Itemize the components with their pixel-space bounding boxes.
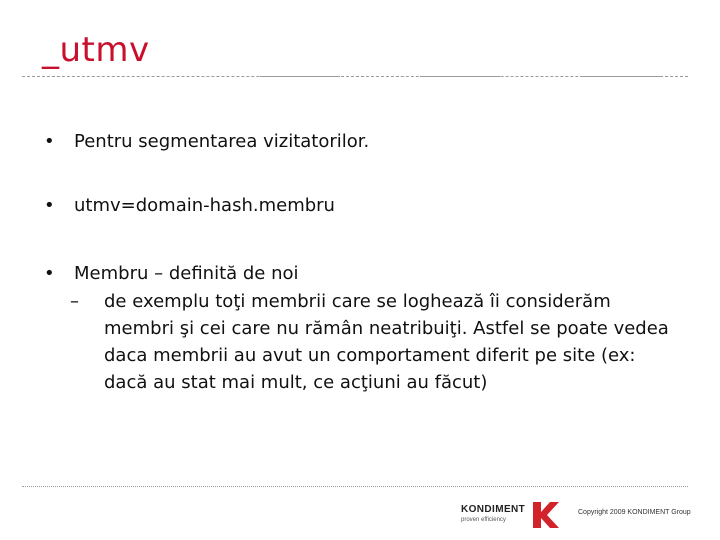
bullet-dot: • <box>44 263 55 284</box>
title-divider-segment <box>580 76 660 77</box>
sub-bullet-dash: – <box>70 291 79 312</box>
copyright-text: Copyright 2009 KONDIMENT Group <box>578 509 691 516</box>
kondiment-logo <box>461 500 561 530</box>
slide-title: _utmv <box>42 30 150 70</box>
title-divider-segment <box>260 76 340 77</box>
bullet-text: Pentru segmentarea vizitatorilor. <box>74 131 370 152</box>
bullet-dot: • <box>44 195 55 216</box>
sub-bullet-text: de exemplu toţi membrii care se loghează îi considerăm membri şi cei care nu rămân neatribuiţi. Astfel se poate vedea daca membrii au avut un comportament diferit pe site (ex: dacă au stat mai mult, ce acţiuni au făcut) <box>104 291 669 393</box>
bullet-dot: • <box>44 131 55 152</box>
logo-tagline: proven efficiency <box>461 517 506 523</box>
footer-divider <box>22 486 688 487</box>
bullet-text: Membru – definită de noi <box>74 263 299 284</box>
logo-name: KONDIMENT <box>461 504 526 515</box>
title-divider-segment <box>420 76 500 77</box>
logo-k-icon <box>533 500 559 530</box>
bullet-text: utmv=domain-hash.membru <box>74 195 335 216</box>
